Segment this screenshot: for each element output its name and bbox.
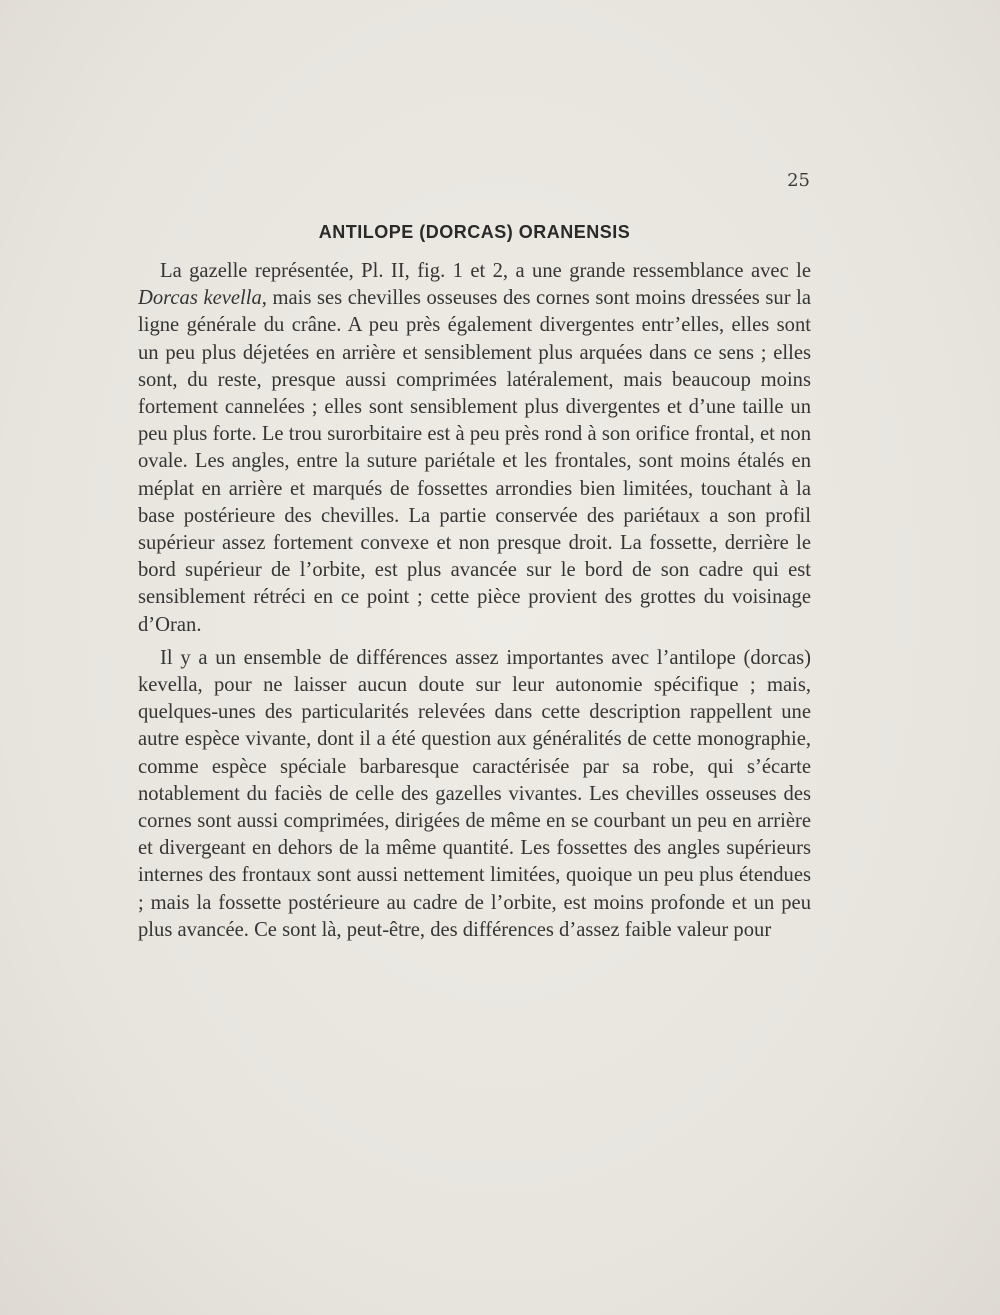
species-name-italic: Dorcas kevella xyxy=(138,287,262,310)
paragraph-1 xyxy=(138,258,811,639)
paragraph-1-text-start: La gazelle représentée, Pl. II, fig. 1 et 2, a une grande ressemblance avec le xyxy=(160,260,811,282)
section-title: ANTILOPE (DORCAS) ORANENSIS xyxy=(318,222,631,242)
body-text xyxy=(138,258,811,950)
page-number: 25 xyxy=(787,170,810,191)
paragraph-2: Il y a un ensemble de différences assez importantes avec l’antilope (dorcas) kevella, pour ne laisser aucun doute sur leur autonomie spécifique ; mais, quelques-unes des particularités relevées dans cette description rappellent une autre espèce vivante, dont il a été question aux généralités de cette monographie, comme espèce spéciale barbaresque caractérisée par sa robe, qui s’écarte notablement du faciès de celle des gazelles vivantes. Les chevilles osseuses des cornes sont aussi comprimées, dirigées de même en se courbant un peu en arrière et divergeant en dehors de la même quantité. Les fossettes des angles supérieurs internes des frontaux sont aussi nettement limitées, quoique un peu plus étendues ; mais la fossette postérieure au cadre de l’orbite, est moins profonde et un peu plus avancée. Ce sont là, peut-être, des différences d’assez faible valeur pour xyxy=(138,646,811,941)
paragraph-1-text-end: , mais ses chevilles osseuses des cornes sont moins dressées sur la ligne générale du crâne. A peu près également divergentes entr’elles, elles sont un peu plus déjetées en arrière et sensiblement plus arquées dans ce sens ; elles sont, du reste, presque aussi comprimées latéralement, mais beaucoup moins fortement cannelées ; elles sont sensiblement plus divergentes et d’une taille un peu plus forte. Le trou surorbitaire est à peu près rond à son orifice frontal, et non ovale. Les angles, entre la suture pariétale et les frontales, sont moins étalés en méplat en arrière et marqués de fossettes arrondies bien limitées, touchant à la base postérieure des chevilles. La partie conservée des pariétaux a son profil supérieur assez fortement convexe et non presque droit. La fossette, derrière le bord supérieur de l’orbite, est plus avancée sur le bord de son cadre qui est sensiblement rétréci en ce point ; cette pièce provient des grottes du voisinage d’Oran. xyxy=(138,287,812,636)
